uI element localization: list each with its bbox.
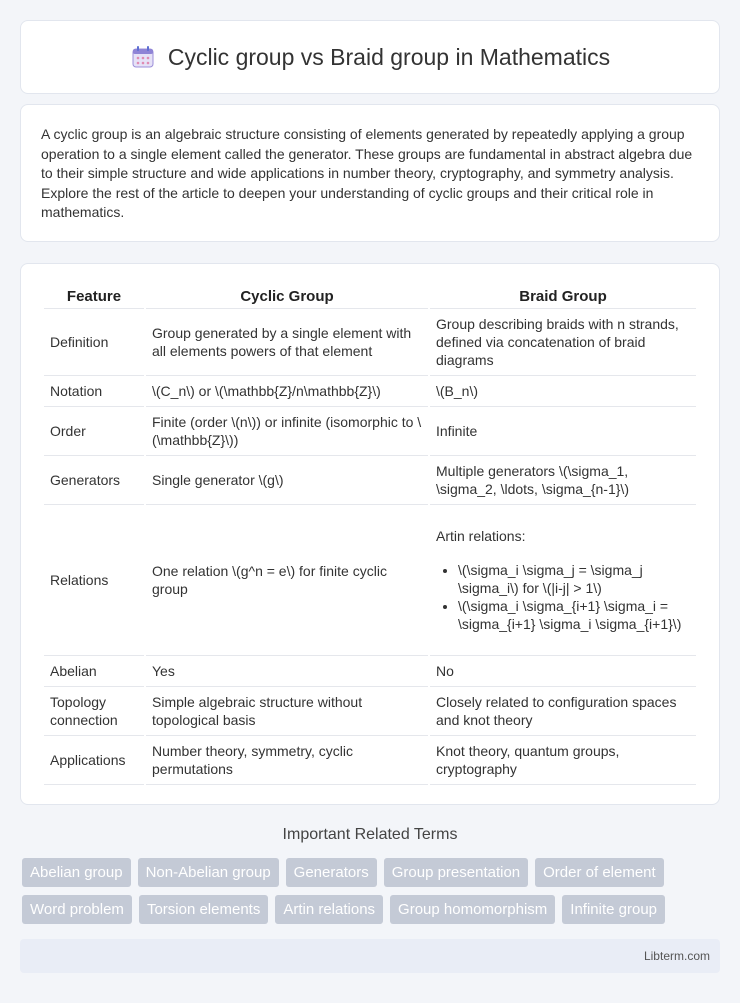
cyclic-cell: Number theory, symmetry, cyclic permutations [146, 736, 428, 785]
related-terms-row-2 [22, 895, 722, 924]
braid-cell: Group describing braids with n strands, defined via concatenation of braid diagrams [430, 309, 696, 376]
footer [20, 939, 720, 973]
table-row [44, 736, 696, 785]
list-item: • \(\sigma_i \sigma_{i+1} \sigma_i = \sigma_{i+1} \sigma_i \sigma_{i+1}\) [458, 597, 690, 633]
header-cyclic-group: Cyclic Group [146, 284, 428, 309]
artin-relations-label: Artin relations: [436, 528, 526, 544]
braid-cell: Multiple generators \(\sigma_1, \sigma_2, \ldots, \sigma_{n-1}\) [430, 456, 696, 505]
tag-abelian-group[interactable]: Abelian group [22, 858, 131, 887]
cyclic-cell: Group generated by a single element with all elements powers of that element [146, 309, 428, 376]
comparison-card [20, 263, 720, 805]
tag-infinite-group[interactable]: Infinite group [562, 895, 665, 924]
table-row [44, 407, 696, 456]
title-card [20, 20, 720, 94]
related-terms-row-1 [22, 858, 722, 887]
tag-word-problem[interactable]: Word problem [22, 895, 132, 924]
page-title: Cyclic group vs Braid group in Mathematics [167, 43, 611, 70]
table-row [44, 309, 696, 376]
header-braid-group: Braid Group [430, 284, 696, 309]
list-item: • \(\sigma_i \sigma_j = \sigma_j \sigma_i\) for \(|i-j| > 1\) [458, 561, 690, 597]
tag-group-presentation[interactable]: Group presentation [384, 858, 528, 887]
table-row [44, 505, 696, 656]
related-terms-title: Important Related Terms [282, 826, 458, 843]
table-header-row [44, 284, 696, 309]
footer-site-link[interactable]: Libterm.com [643, 949, 710, 963]
braid-cell: \(B_n\) [430, 376, 696, 407]
feature-cell: Generators [44, 456, 144, 505]
cyclic-cell: Yes [146, 656, 428, 687]
cyclic-cell: \(C_n\) or \(\mathbb{Z}/n\mathbb{Z}\) [146, 376, 428, 407]
calendar-icon [130, 44, 156, 70]
cyclic-cell: One relation \(g^n = e\) for finite cyclic group [146, 505, 428, 656]
braid-cell: Closely related to configuration spaces and knot theory [430, 687, 696, 736]
tag-artin-relations[interactable]: Artin relations [275, 895, 383, 924]
braid-cell: Infinite [430, 407, 696, 456]
intro-card [20, 104, 720, 242]
feature-cell: Definition [44, 309, 144, 376]
table-row [44, 687, 696, 736]
tag-torsion-elements[interactable]: Torsion elements [139, 895, 268, 924]
cyclic-cell: Finite (order \(n\)) or infinite (isomorphic to \(\mathbb{Z}\)) [146, 407, 428, 456]
feature-cell: Applications [44, 736, 144, 785]
intro-text: A cyclic group is an algebraic structure consisting of elements generated by repeatedly applying a group operation to a single element called the generator. These groups are fundamental in abstract algebra due to their simple structure and wide applications in number theory, cryptography, and symmetry analysis. Explore the rest of the article to deepen your understanding of cyclic groups and their critical role in mathematics. [41, 126, 693, 220]
braid-cell: Knot theory, quantum groups, cryptography [430, 736, 696, 785]
header-feature: Feature [44, 284, 144, 309]
feature-cell: Abelian [44, 656, 144, 687]
cyclic-cell: Simple algebraic structure without topological basis [146, 687, 428, 736]
feature-cell: Order [44, 407, 144, 456]
table-row [44, 456, 696, 505]
feature-cell: Topology connection [44, 687, 144, 736]
braid-cell [430, 505, 696, 656]
tag-generators[interactable]: Generators [286, 858, 377, 887]
feature-cell: Relations [44, 505, 144, 656]
cyclic-cell: Single generator \(g\) [146, 456, 428, 505]
feature-cell: Notation [44, 376, 144, 407]
tag-order-of-element[interactable]: Order of element [535, 858, 664, 887]
tag-group-homomorphism[interactable]: Group homomorphism [390, 895, 555, 924]
braid-cell: No [430, 656, 696, 687]
artin-relations-list [458, 561, 690, 633]
tag-non-abelian-group[interactable]: Non-Abelian group [138, 858, 279, 887]
table-row [44, 656, 696, 687]
table-row [44, 376, 696, 407]
comparison-table [42, 284, 698, 785]
